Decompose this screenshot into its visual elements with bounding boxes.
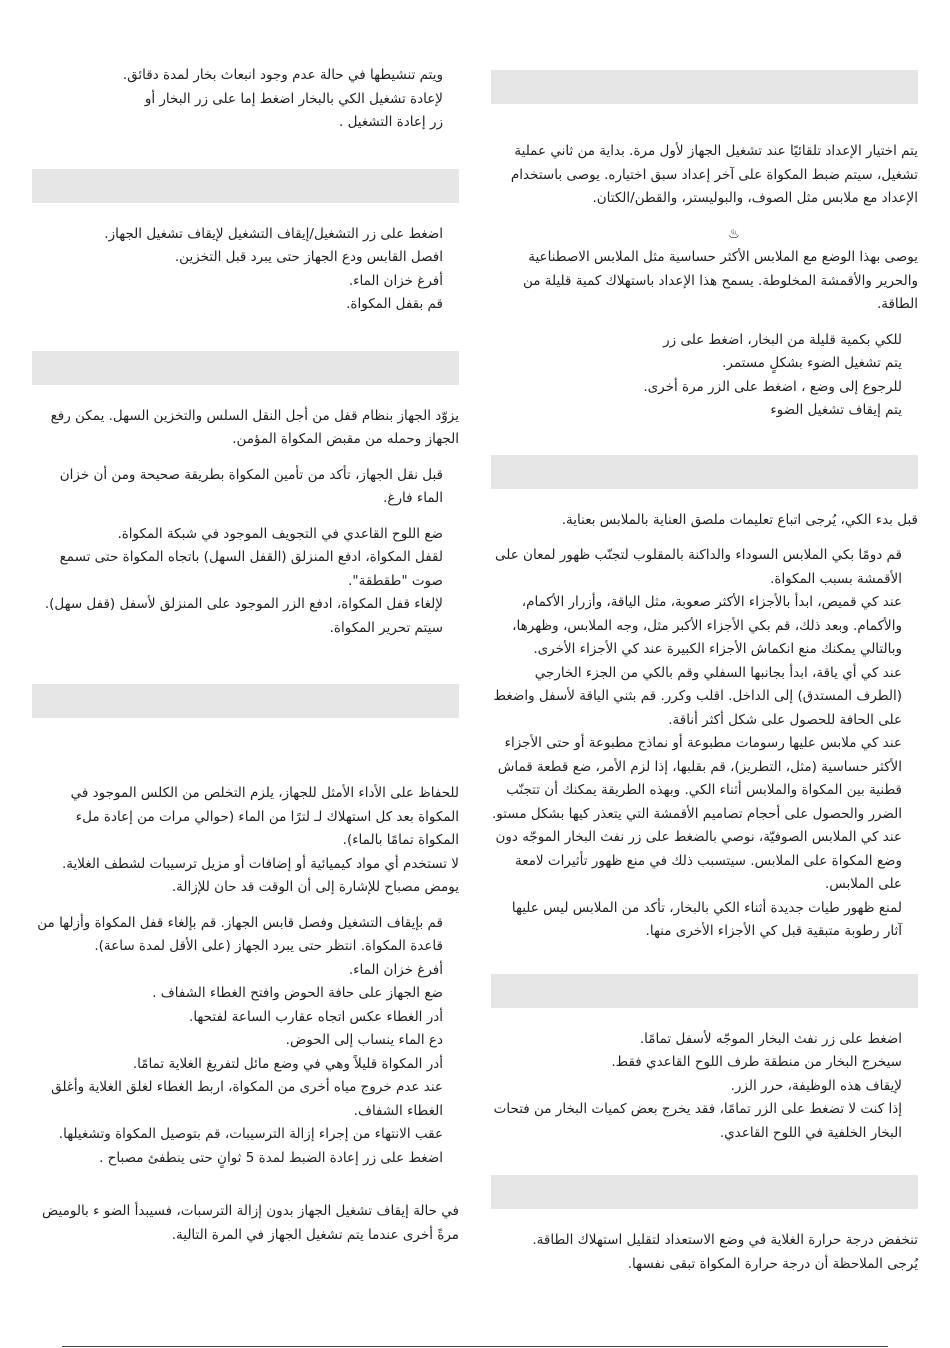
descale-paragraph-2: لا تستخدم أي مواد كيميائية أو إضافات أو مزيل ترسيبات لشطف الغلاية. bbox=[62, 855, 459, 872]
standby-line: تنخفض درجة حرارة الغلاية في وضع الاستعداد لتقليل استهلاك الطاقة. bbox=[532, 1232, 918, 1248]
top-line: ويتم تنشيطها في حالة عدم وجود انبعاث بخار لمدة دقائق. bbox=[122, 67, 443, 83]
ironing-intro: قبل بدء الكي، يُرجى اتباع تعليمات ملصق العناية بالملابس بعناية. bbox=[561, 511, 918, 528]
vertical-line: لإيقاف هذه الوظيفة، حرر الزر. bbox=[730, 1077, 902, 1094]
descale-step: أدر الغطاء عكس اتجاه عقارب الساعة لفتحها. bbox=[189, 1008, 443, 1025]
descale-step: ضع الجهاز على حافة الحوض وافتح الغطاء الشفاف . bbox=[152, 985, 443, 1001]
after-use-line: افصل القابس ودع الجهاز حتى يبرد قبل التخزين. bbox=[174, 249, 443, 265]
setup-paragraph-1: يتم اختيار الإعداد تلقائيًا عند تشغيل الجهاز لأول مرة. بداية من ثاني عملية تشغيل، سيتم ضبط المكواة على آخر إعداد سبق اختياره. يوصى باستخدام الإعداد مع ملابس مثل الصوف، والبوليستر، والقطن/الكتان. bbox=[510, 143, 918, 206]
descale-note: في حالة إيقاف تشغيل الجهاز بدون إزالة الترسبات، فسيبدأ الضو ء بالوميض مرةً أخرى عندما يتم تشغيل الجهاز في المرة التالية. bbox=[42, 1203, 459, 1243]
descale-step: قم بإيقاف التشغيل وفصل قابس الجهاز. قم بإلغاء قفل المكواة وأزلها من قاعدة المكواة. انتظر حتى يبرد الجهاز (على الأقل لمدة ساعة). bbox=[37, 914, 443, 954]
after-use-line: اضغط على زر التشغيل/إيقاف التشغيل لإيقاف تشغيل الجهاز. bbox=[104, 225, 443, 242]
descale-step: أفرغ خزان الماء. bbox=[348, 961, 443, 978]
descale-step: عقب الانتهاء من إجراء إزالة الترسيبات، قم بتوصيل المكواة وتشغيلها. bbox=[58, 1126, 443, 1142]
descale-step: دع الماء ينساب إلى الحوض. bbox=[285, 1032, 443, 1048]
lock-step: ضع اللوح القاعدي في التجويف الموجود في شبكة المكواة. bbox=[117, 525, 443, 542]
lock-paragraph-2: قبل نقل الجهاز، تأكد من تأمين المكواة بطريقة صحيحة ومن أن خزان الماء فارغ. bbox=[59, 466, 443, 506]
section-header-bar-descale bbox=[32, 684, 459, 718]
section-header-bar-vertical-steam bbox=[491, 974, 918, 1008]
vertical-line: اضغط على زر نفث البخار الموجّه لأسفل تمامًا. bbox=[639, 1030, 902, 1047]
section-header-bar-setup bbox=[491, 70, 918, 104]
eco-icon: ♨ bbox=[727, 225, 740, 242]
standby-line: يُرجى الملاحظة أن درجة حرارة المكواة تبقى نفسها. bbox=[627, 1255, 918, 1272]
ironing-tip: عند كي أي ياقة، ابدأ بجانبها السفلي وقم بالكي من الجزء الخارجي (الطرف المستدق) إلى الداخل. اقلب وكرر. قم بثني الياقة لأسفل واضغط على الحافة للحصول على شكل أكثر أناقة. bbox=[493, 664, 902, 728]
ironing-tip: قم دومًا بكي الملابس السوداء والداكنة بالمقلوب لتجنّب ظهور لمعان على الأقمشة بسبب المكواة. bbox=[494, 547, 902, 587]
setup-line-2: يتم تشغيل الضوء بشكلٍ مستمر. bbox=[722, 355, 902, 371]
descale-step: اضغط على زر إعادة الضبط لمدة 5 ثوانٍ حتى ينطفئ مصباح . bbox=[99, 1149, 443, 1166]
section-header-bar-ironing bbox=[491, 455, 918, 489]
section-header-bar-standby bbox=[491, 1175, 918, 1209]
section-header-bar-lock bbox=[32, 351, 459, 385]
lock-step: لإلغاء قفل المكواة، ادفع الزر الموجود على المنزلق لأسفل (قفل سهل). سيتم تحرير المكواة. bbox=[44, 596, 443, 636]
top-line: زر إعادة التشغيل . bbox=[339, 114, 443, 130]
vertical-line: سيخرج البخار من منطقة طرف اللوح القاعدي فقط. bbox=[611, 1054, 902, 1070]
footer-rule bbox=[62, 1346, 888, 1347]
lock-paragraph-1: يزوّد الجهاز بنظام قفل من أجل النقل السلس والتخزين السهل. يمكن رفع الجهاز وحمله من مقبض المكواة المؤمن. bbox=[50, 407, 459, 447]
ironing-tip: لمنع ظهور طيات جديدة أثناء الكي بالبخار، تأكد من الملابس ليس عليها آثار رطوبة متبقية قبل كي الأجزاء الأخرى منها. bbox=[511, 899, 902, 939]
after-use-line: أفرغ خزان الماء. bbox=[348, 272, 443, 289]
after-use-line: قم بقفل المكواة. bbox=[346, 296, 443, 312]
descale-step: أدر المكواة قليلاً وهي في وضع مائل لتفريغ الغلاية تمامًا. bbox=[132, 1055, 443, 1072]
descale-step: عند عدم خروج مياه أخرى من المكواة، اربط الغطاء لغلق الغلاية وأغلق الغطاء الشفاف. bbox=[51, 1079, 443, 1119]
descale-paragraph-3: يومض مصباح للإشارة إلى أن الوقت قد حان للإزالة. bbox=[171, 879, 459, 895]
lock-step: لقفل المكواة، ادفع المنزلق (القفل السهل) باتجاه المكواة حتى تسمع صوت "طقطقة". bbox=[59, 549, 443, 589]
setup-line-3: للرجوع إلى وضع ، اضغط على الزر مرة أخرى. bbox=[643, 378, 902, 395]
left-column bbox=[32, 64, 459, 1247]
top-line: لإعادة تشغيل الكي بالبخار اضغط إما على زر البخار أو bbox=[144, 90, 443, 107]
descale-paragraph-1: للحفاظ على الأداء الأمثل للجهاز، يلزم التخلص من الكلس الموجود في المكواة بعد كل استهلاك لـ لترًا من الماء (حوالي مرات من إعادة ملء المكواة تمامًا بالماء). bbox=[70, 785, 459, 848]
vertical-line: إذا كنت لا تضغط على الزر تمامًا، فقد يخرج بعض كميات البخار من فتحات البخار الخلفية في اللوح القاعدي. bbox=[493, 1101, 902, 1141]
setup-line-1: للكي بكمية قليلة من البخار، اضغط على زر bbox=[663, 331, 902, 348]
ironing-tip: عند كي الملابس الصوفيّة، نوصي بالضغط على زر نفث البخار الموجّه دون وضع المكواة على الملابس. سيتسبب ذلك في منع ظهور تأثيرات لامعة على الملابس. bbox=[495, 829, 902, 892]
setup-line-4: يتم إيقاف تشغيل الضوء bbox=[770, 402, 902, 418]
section-header-bar-after-use bbox=[32, 169, 459, 203]
ironing-tip: عند كي ملابس عليها رسومات مطبوعة أو نماذج مطبوعة أو حتى الأجزاء الأكثر حساسية (مثل، التطريز)، قم بقلبها، إذا لزم الأمر، ضع قطعة قماش قطنية بين المكواة والملابس أثناء الكي. وبهذه الطريقة يمكنك أن تتجنّب الضرر والحصول على أحجام تصاميم الأقمشة التي يتعذر كيها بشكل مستو. bbox=[491, 735, 902, 822]
right-column bbox=[491, 64, 918, 1276]
ironing-tip: عند كي قميص، ابدأ بالأجزاء الأكثر صعوبة، مثل الياقة، وأزرار الأكمام، والأكمام. وبعد ذلك، قم بكي الأجزاء الأكبر مثل، وجه الملابس، وظهرها، وبالتالي يمكنك منع انكماش الأجزاء الكبيرة عند كي الأجزاء الأخرى. bbox=[512, 594, 902, 657]
setup-paragraph-2: يوصى بهذا الوضع مع الملابس الأكثر حساسية مثل الملابس الاصطناعية والحرير والأقمشة المخلوطة. يسمح هذا الإعداد باستهلاك كمية قليلة من الطاقة. bbox=[522, 249, 918, 312]
